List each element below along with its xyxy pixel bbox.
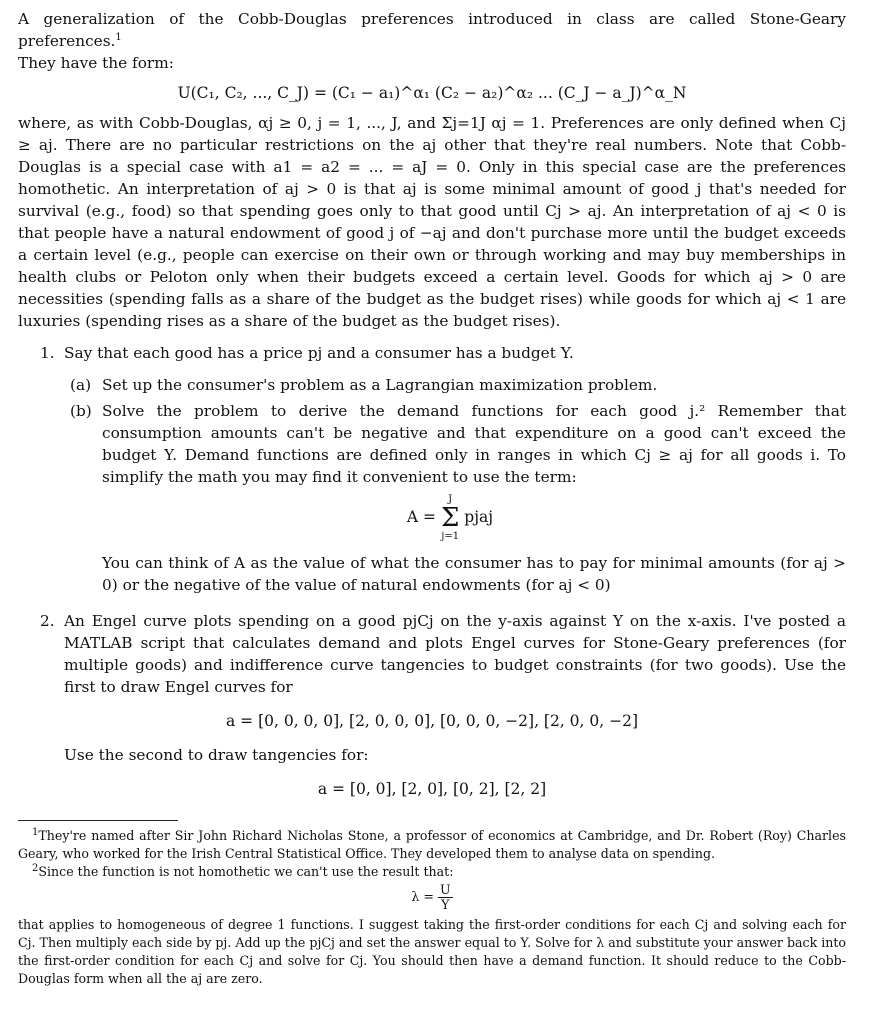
question-2 xyxy=(18,610,846,698)
utility-equation-text: U(C₁, C₂, ..., C_J) = (C₁ − a₁)^α₁ (C₂ − a₂)^α₂ ... (C_J − a_J)^α_N xyxy=(177,84,687,102)
question-1-text: Say that each good has a price pj and a consumer has a budget Y. xyxy=(64,344,574,362)
footnote-marker-1: 1 xyxy=(115,31,122,43)
question-1 xyxy=(18,342,846,364)
lambda-equation xyxy=(18,883,846,912)
summation-upper-limit: J xyxy=(448,494,453,505)
footnote-2 xyxy=(18,863,846,881)
footnote-2-text: Since the function is not homothetic we can't use the result that: xyxy=(38,864,454,879)
A-definition-equation xyxy=(54,494,846,542)
engel-a-values xyxy=(18,710,846,732)
question-1a-text: Set up the consumer's problem as a Lagrangian maximization problem. xyxy=(102,376,658,394)
engel-a-values-text: a = [0, 0, 0, 0], [2, 0, 0, 0], [0, 0, 0, −2], [2, 0, 0, −2] xyxy=(225,712,639,730)
question-1a-number: (a) xyxy=(70,376,92,394)
utility-equation xyxy=(18,82,846,104)
lambda-denominator: Y xyxy=(441,897,450,912)
question-2-text: An Engel curve plots spending on a good pjCj on the y-axis against Y on the x-axis. I've posted a MATLAB script that calculates demand and plots Engel curves for Stone-Geary preferences (for multiple goods) and indifference curve tangencies to budget constraints (for two goods). Use the first to draw Engel curves for xyxy=(64,612,846,696)
footnote-1-text: They're named after Sir John Richard Nicholas Stone, a professor of economics at Cambridge, and Dr. Robert (Roy) Charles Geary, who worked for the Irish Central Statistical Office. They developed them to analyse data on spending. xyxy=(18,828,846,861)
footnote-1 xyxy=(18,827,846,863)
footnote-2-mark: 2 xyxy=(32,862,39,874)
footnote-divider xyxy=(18,820,178,821)
footnote-2-continued: that applies to homogeneous of degree 1 functions. I suggest taking the first-order conditions for each Cj and solving each for Cj. Then multiply each side by pj. Add up the pjCj and set the answer equal to Y. Solve for λ and substitute your answer back into the first-order condition for each Cj and solve for Cj. You should then have a demand function. It should reduce to the Cobb-Douglas form when all the aj are zero. xyxy=(18,917,846,986)
question-1-number: 1. xyxy=(40,344,55,362)
intro-sentence xyxy=(18,8,846,74)
tangency-a-values xyxy=(18,778,846,800)
summation-symbol xyxy=(441,494,459,542)
document-page xyxy=(18,8,846,988)
A-equation-lhs: A = xyxy=(406,508,437,526)
lambda-fraction xyxy=(438,883,453,912)
tangency-a-values-text: a = [0, 0], [2, 0], [0, 2], [2, 2] xyxy=(317,780,547,798)
question-1b-number: (b) xyxy=(70,402,92,420)
intro-paragraph xyxy=(18,112,846,332)
footnote-1-mark: 1 xyxy=(32,826,39,838)
question-1b xyxy=(18,400,846,488)
summation-lower-limit: j=1 xyxy=(441,531,460,542)
question-2-number: 2. xyxy=(40,612,55,630)
lambda-numerator: U xyxy=(439,882,451,897)
question-1b-text: Solve the problem to derive the demand functions for each good j.² Remember that consumption amounts can't be negative and that expenditure on a good can't exceed the budget Y. Demand functions are defined only in ranges in which Cj ≥ aj for all goods i. To simplify the math you may find it convenient to use the term: xyxy=(102,402,846,486)
question-1b-followup: You can think of A as the value of what the consumer has to pay for minimal amounts (for aj > 0) or the negative of the value of natural endowments (for aj < 0) xyxy=(102,554,846,594)
intro-paragraph-text: where, as with Cobb-Douglas, αj ≥ 0, j = 1, ..., J, and Σj=1J αj = 1. Preferences are only defined when Cj ≥ aj. There are no particular restrictions on the aj other that they're real numbers. Note that Cobb-Douglas is a special case with a1 = a2 = ... = aJ = 0. Only in this special case are the preferences homothetic. An interpretation of aj > 0 is that aj is some minimal amount of good j that's needed for survival (e.g., food) so that spending goes only to that good until Cj > aj. An interpretation of aj < 0 is that people have a natural endowment of good j of −aj and don't purchase more until the budget exceeds a certain level (e.g., people can exercise on their own or through working and may buy memberships in health clubs or Peloton only when their budgets exceed a certain level. Goods for which aj > 0 are necessities (spending falls as a share of the budget as the budget rises) while goods for which aj < 1 are luxuries (spending rises as a share of the budget as the budget rises). xyxy=(18,114,846,330)
lambda-lhs: λ = xyxy=(411,889,434,904)
A-equation-rhs: pjaj xyxy=(464,508,494,526)
intro-form-text: They have the form: xyxy=(18,54,174,72)
question-2-tangency-text: Use the second to draw tangencies for: xyxy=(64,746,369,764)
intro-text: A generalization of the Cobb-Douglas preferences introduced in class are called Stone-Geary preferences. xyxy=(18,10,846,50)
sigma-icon: Σ xyxy=(440,503,460,533)
question-1a xyxy=(18,374,846,396)
